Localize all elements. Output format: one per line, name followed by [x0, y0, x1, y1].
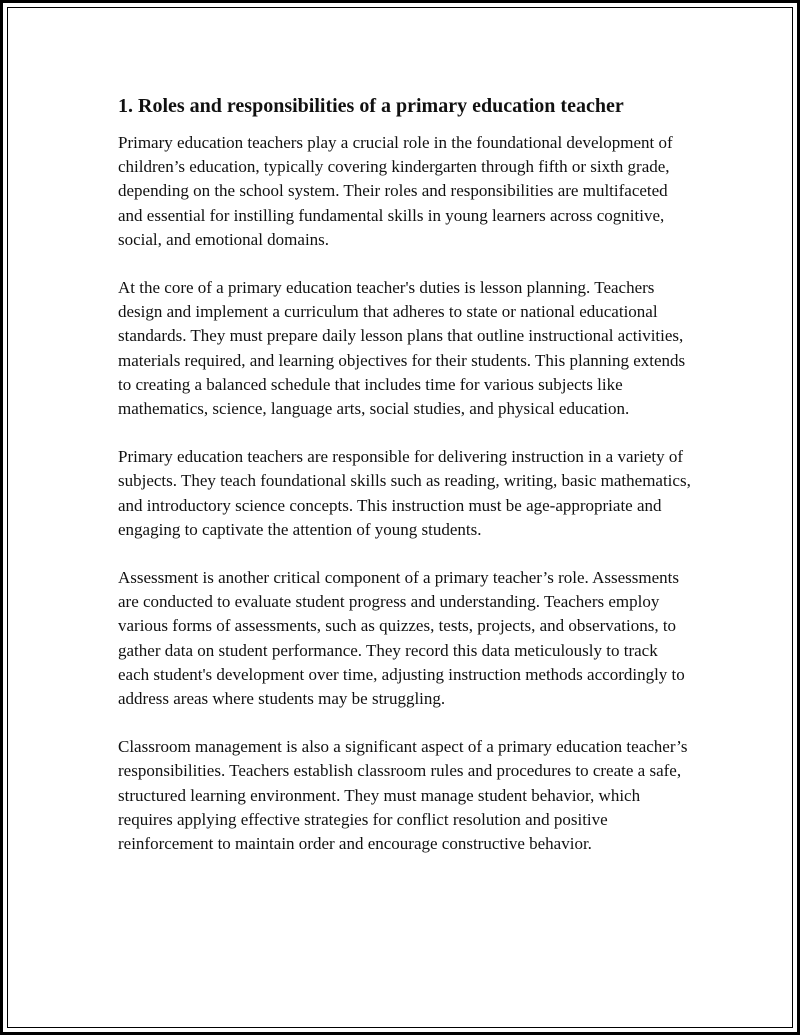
paragraph-classroom-management: Classroom management is also a significant aspect of a primary education teacher’s responsibilities. Teachers establish classroom rules and procedures to create a safe, structured learning environment. They must manage student behavior, which requires applying effective strategies for conflict resolution and positive reinforcement to maintain order and encourage constructive behavior. [118, 737, 688, 854]
paragraph-intro: Primary education teachers play a crucial role in the foundational development of children’s education, typically covering kindergarten through fifth or sixth grade, depending on the school system. Their roles and responsibilities are multifaceted and essential for instilling fundamental skills in young learners across cognitive, social, and emotional domains. [118, 133, 673, 249]
document-body [118, 93, 693, 880]
section-heading: 1. Roles and responsibilities of a primary education teacher [118, 95, 624, 117]
paragraph-instruction: Primary education teachers are responsible for delivering instruction in a variety of subjects. They teach foundational skills such as reading, writing, basic mathematics, and introductory science concepts. This instruction must be age-appropriate and engaging to captivate the attention of young students. [118, 447, 691, 539]
paragraph-lesson-planning: At the core of a primary education teacher's duties is lesson planning. Teachers design and implement a curriculum that adheres to state or national educational standards. They must prepare daily lesson plans that outline instructional activities, materials required, and learning objectives for their students. This planning extends to creating a balanced schedule that includes time for various subjects like mathematics, science, language arts, social studies, and physical education. [118, 278, 686, 419]
paragraph-assessment: Assessment is another critical component of a primary teacher’s role. Assessments are conducted to evaluate student progress and understanding. Teachers employ various forms of assessments, such as quizzes, tests, projects, and observations, to gather data on student performance. They record this data meticulously to track each student's development over time, adjusting instruction methods accordingly to address areas where students may be struggling. [118, 568, 685, 709]
